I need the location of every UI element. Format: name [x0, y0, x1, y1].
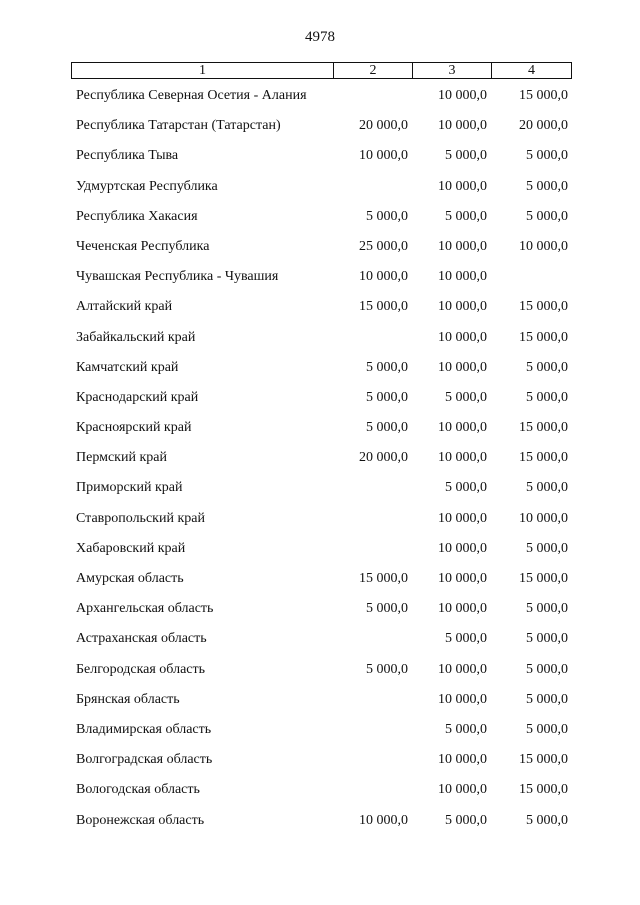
column-4-value: 5 000,0	[526, 389, 568, 405]
column-2-value: 5 000,0	[366, 601, 408, 617]
column-3-value: 5 000,0	[445, 812, 487, 828]
region-name: Республика Татарстан (Татарстан)	[76, 118, 281, 134]
page-number: 4978	[305, 29, 335, 45]
column-4-value: 15 000,0	[519, 299, 568, 315]
region-name: Алтайский край	[76, 299, 173, 315]
column-3-value: 10 000,0	[438, 329, 487, 345]
table-row	[71, 478, 571, 508]
column-4-value: 5 000,0	[526, 601, 568, 617]
table-row	[71, 267, 571, 297]
column-4-value: 5 000,0	[526, 721, 568, 737]
column-4-value: 15 000,0	[519, 420, 568, 436]
column-header-2: 2	[334, 63, 413, 79]
region-name: Вологодская область	[76, 782, 200, 798]
region-name: Камчатский край	[76, 359, 179, 375]
table-row	[71, 86, 571, 116]
region-name: Чувашская Республика - Чувашия	[76, 269, 279, 285]
region-name: Красноярский край	[76, 420, 192, 436]
column-4-value: 15 000,0	[519, 329, 568, 345]
column-2-value: 5 000,0	[366, 420, 408, 436]
region-name: Забайкальский край	[76, 329, 196, 345]
column-2-value: 20 000,0	[359, 118, 408, 134]
column-4-value: 5 000,0	[526, 359, 568, 375]
region-name: Чеченская Республика	[76, 238, 210, 254]
column-3-value: 5 000,0	[445, 480, 487, 496]
column-2-value: 5 000,0	[366, 661, 408, 677]
table-row	[71, 720, 571, 750]
column-4-value: 5 000,0	[526, 208, 568, 224]
table-row	[71, 811, 571, 841]
table-row	[71, 388, 571, 418]
column-3-value: 10 000,0	[438, 178, 487, 194]
table-row	[71, 780, 571, 810]
table-row	[71, 629, 571, 659]
table-row	[71, 207, 571, 237]
column-3-value: 10 000,0	[438, 540, 487, 556]
column-3-value: 10 000,0	[438, 691, 487, 707]
region-name: Республика Тыва	[76, 148, 179, 164]
column-4-value: 15 000,0	[519, 450, 568, 466]
column-2-value: 10 000,0	[359, 812, 408, 828]
region-name: Воронежская область	[76, 812, 205, 828]
table-row	[71, 297, 571, 327]
column-2-value: 5 000,0	[366, 359, 408, 375]
column-4-value: 5 000,0	[526, 631, 568, 647]
table-row	[71, 690, 571, 720]
column-3-value: 10 000,0	[438, 450, 487, 466]
column-2-value: 10 000,0	[359, 269, 408, 285]
column-3-value: 10 000,0	[438, 510, 487, 526]
region-name: Брянская область	[76, 691, 180, 707]
region-name: Республика Северная Осетия - Алания	[76, 88, 307, 103]
column-4-value: 15 000,0	[519, 752, 568, 768]
region-name: Амурская область	[76, 571, 184, 586]
table-row	[71, 418, 571, 448]
column-3-value: 10 000,0	[438, 661, 487, 677]
region-name: Пермский край	[76, 450, 167, 466]
column-3-value: 10 000,0	[438, 299, 487, 315]
column-3-value: 5 000,0	[445, 148, 487, 164]
column-3-value: 10 000,0	[438, 752, 487, 768]
region-name: Астраханская область	[76, 631, 207, 647]
column-4-value: 5 000,0	[526, 178, 568, 194]
column-3-value: 5 000,0	[445, 208, 487, 224]
column-4-value: 5 000,0	[526, 148, 568, 164]
region-name: Владимирская область	[76, 721, 212, 737]
region-name: Хабаровский край	[76, 540, 186, 556]
column-4-value: 20 000,0	[519, 118, 568, 134]
column-3-value: 10 000,0	[438, 118, 487, 134]
column-header-4: 4	[492, 63, 572, 79]
region-name: Республика Хакасия	[76, 208, 198, 224]
column-2-value: 15 000,0	[359, 299, 408, 315]
table-row	[71, 358, 571, 388]
table-row	[71, 328, 571, 358]
region-name: Белгородская область	[76, 661, 206, 677]
column-4-value: 5 000,0	[526, 540, 568, 556]
column-4-value: 10 000,0	[519, 510, 568, 526]
column-4-value: 10 000,0	[519, 238, 568, 254]
region-name: Архангельская область	[76, 601, 214, 617]
column-2-value: 5 000,0	[366, 208, 408, 224]
column-4-value: 15 000,0	[519, 571, 568, 586]
column-3-value: 10 000,0	[438, 420, 487, 436]
column-3-value: 5 000,0	[445, 631, 487, 647]
column-2-value: 20 000,0	[359, 450, 408, 466]
column-header-3: 3	[413, 63, 492, 79]
region-name: Удмуртская Республика	[76, 178, 218, 194]
table-row	[71, 599, 571, 629]
table-row	[71, 448, 571, 478]
column-header-1: 1	[72, 63, 334, 79]
table-row	[71, 146, 571, 176]
table-row	[71, 177, 571, 207]
column-3-value: 5 000,0	[445, 721, 487, 737]
table-row	[71, 750, 571, 780]
column-3-value: 10 000,0	[438, 571, 487, 586]
table-row	[71, 539, 571, 569]
table-row	[71, 569, 571, 599]
table-row	[71, 116, 571, 146]
column-3-value: 10 000,0	[438, 238, 487, 254]
column-4-value: 5 000,0	[526, 480, 568, 496]
column-3-value: 10 000,0	[438, 782, 487, 798]
column-2-value: 10 000,0	[359, 148, 408, 164]
column-4-value: 15 000,0	[519, 88, 568, 103]
column-3-value: 10 000,0	[438, 359, 487, 375]
column-3-value: 10 000,0	[438, 88, 487, 103]
region-name: Краснодарский край	[76, 389, 199, 405]
column-4-value: 15 000,0	[519, 782, 568, 798]
column-2-value: 25 000,0	[359, 238, 408, 254]
column-4-value: 5 000,0	[526, 661, 568, 677]
table-body	[71, 86, 571, 841]
table-row	[71, 660, 571, 690]
region-name: Волгоградская область	[76, 752, 213, 768]
column-3-value: 5 000,0	[445, 389, 487, 405]
column-header-row	[71, 62, 572, 79]
table-row	[71, 509, 571, 539]
column-3-value: 10 000,0	[438, 269, 487, 285]
column-2-value: 5 000,0	[366, 389, 408, 405]
table-row	[71, 237, 571, 267]
region-name: Приморский край	[76, 480, 183, 496]
column-4-value: 5 000,0	[526, 812, 568, 828]
column-2-value: 15 000,0	[359, 571, 408, 586]
region-name: Ставропольский край	[76, 510, 205, 526]
column-3-value: 10 000,0	[438, 601, 487, 617]
column-4-value: 5 000,0	[526, 691, 568, 707]
